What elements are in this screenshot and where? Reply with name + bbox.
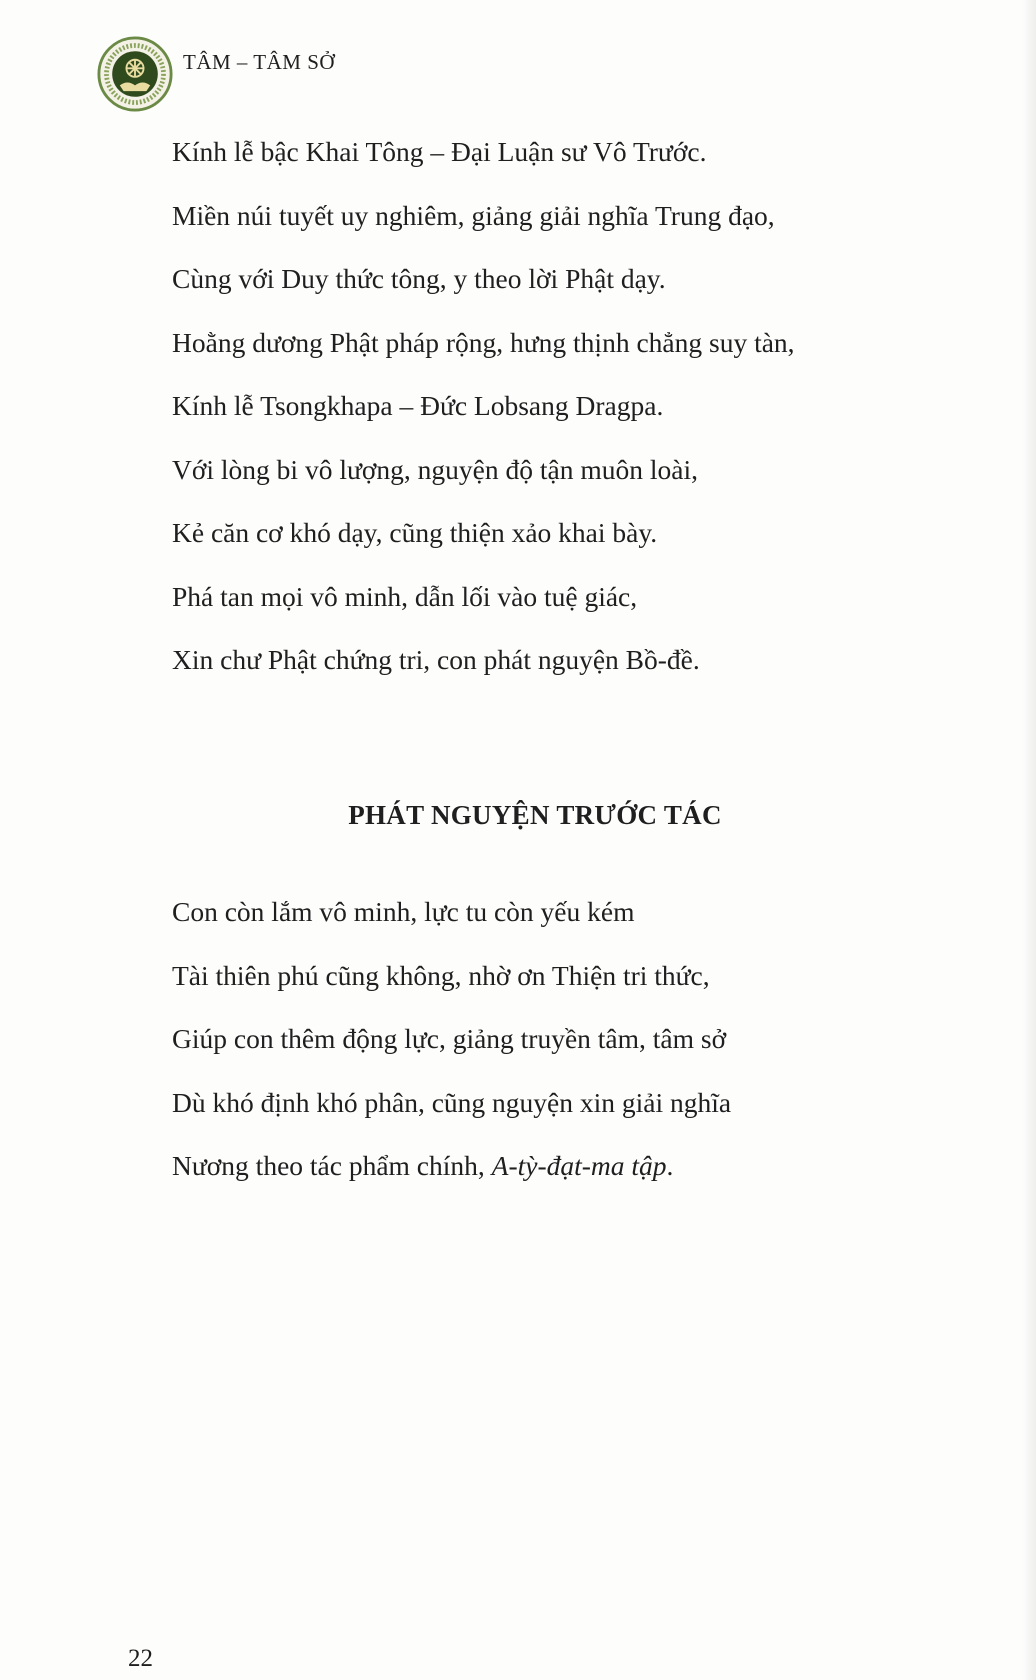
page-number: 22 [128,1645,153,1672]
verse-line: Dù khó định khó phân, cũng nguyện xin giải nghĩa [172,1086,732,1118]
verse-line: Con còn lắm vô minh, lực tu còn yếu kém [172,896,635,927]
work-title: A-tỳ-đạt-ma tập [491,1150,667,1181]
dharma-wheel-emblem-icon [97,36,173,112]
section-heading: PHÁT NGUYỆN TRƯỚC TÁC [348,800,722,830]
verse-line: Cùng với Duy thức tông, y theo lời Phật dạy. [172,263,666,294]
line-text: Nương theo tác phẩm chính, [172,1150,492,1181]
verse-line: Với lòng bi vô lượng, nguyện độ tận muôn loài, [172,453,698,485]
line-end: . [666,1150,674,1181]
verse-line: Xin chư Phật chứng tri, con phát nguyện Bồ-đề. [172,644,700,675]
dedication-verse [172,120,992,692]
running-header [97,36,697,116]
verse-line: Giúp con thêm động lực, giảng truyền tâm, tâm sở [172,1023,727,1054]
verse-line-final [172,1134,992,1198]
vow-verse [172,880,992,1198]
verse-line: Tài thiên phú cũng không, nhờ ơn Thiện tri thức, [172,959,710,991]
verse-line: Phá tan mọi vô minh, dẫn lối vào tuệ giác, [172,580,638,612]
header-title: TÂM – TÂM SỞ [183,50,336,74]
verse-line: Kính lễ bậc Khai Tông – Đại Luận sư Vô Trước. [172,136,707,167]
verse-line: Miền núi tuyết uy nghiêm, giảng giải nghĩa Trung đạo, [172,199,775,231]
verse-line: Kẻ căn cơ khó dạy, cũng thiện xảo khai bày. [172,517,658,548]
verse-line: Hoằng dương Phật pháp rộng, hưng thịnh chẳng suy tàn, [172,326,795,358]
verse-line: Kính lễ Tsongkhapa – Đức Lobsang Dragpa. [172,390,664,421]
page-edge-shadow [1022,0,1036,1680]
